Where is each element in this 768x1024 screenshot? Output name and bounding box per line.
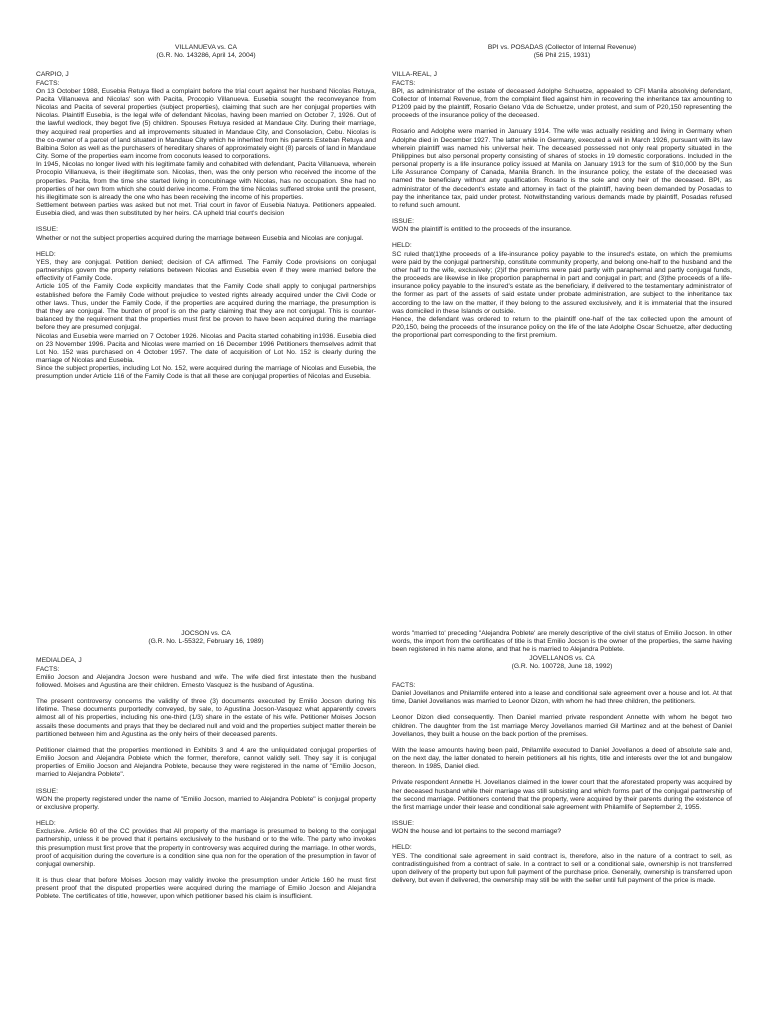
issue-text: WON the plaintiff is entitled to the proceeds of the insurance. — [392, 226, 572, 234]
held-paragraph: Nicolas and Eusebia were married on 7 October 1926. Nicolas and Pacita started cohabiting in1936. Eusebia died on 23 November 1996. Pacita and Nicolas were married on 16 December 1996 Petitioners themselves admit that Lot No. 152 was purchased on 4 October 1957. The date of acquisition of Lot No. 152 is clearly during the marriage of Nicolas and Eusebia. — [36, 332, 376, 365]
issue-text: WON the property registered under the name of "Emilio Jocson, married to Alejandra Poblete" is conjugal property or exclusive property. — [36, 795, 376, 811]
held-label: HELD: — [36, 820, 56, 828]
case-jovellanos — [392, 630, 732, 1024]
facts-paragraph: Leonor Dizon died consequently. Then Daniel married private respondent Annette with whom he begot two children. The daughter from the 1st marriage Mercy Jovellanos married Gil Martinez and at the behest of Daniel Jovellanos, they built a house on the back portion of the premises. — [392, 714, 732, 738]
jocson-continuation: words "married to' preceding "Alejandra Poblete' are merely descriptive of the civil status of Emilio Jocson. In other words, the import from the certificates of title is that Emilio Jocson is the owner of the properties, the same having been registered in his name alone, and that he is married to Alejandra Poblete. — [392, 630, 732, 654]
ponente: CARPIO, J — [36, 71, 69, 79]
facts-paragraph: The present controversy concerns the validity of three (3) documents executed by Emilio Jocson during his lifetime. These documents purportedly conveyed, by sale, to Agustina Jocson-Vasquez what apparently covers almost all of his properties, including his one-third (1/3) share in the estate of his wife. Petitioner Moises Jocson assails these documents and prays that they be declared null and void and the properties subject matter therein be partitioned between him and Agustina as the only heirs of their deceased parents. — [36, 698, 376, 738]
issue-label: ISSUE: — [392, 218, 414, 226]
ponente: VILLA-REAL, J — [392, 71, 437, 79]
facts-label: FACTS: — [36, 79, 60, 87]
issue-label: ISSUE: — [392, 820, 414, 828]
held-paragraph: Article 105 of the Family Code explicitly mandates that the Family Code shall apply to conjugal partnerships established before the Family Code without prejudice to vested rights already acquired under the Civil Code or other laws. Thus, under the Family Code, if the properties are acquired during the marriage, the presumption is that they are conjugal. The burden of proof is on the party claiming that they are not conjugal. This is counter-balanced by the requirement that the properties must first be proven to have been acquired during the marriage before they are presumed conjugal. — [36, 283, 376, 332]
held-paragraph: Exclusive. Article 60 of the CC provides that All property of the marriage is presumed to belong to the conjugal partnership, unless it be proved that it pertains exclusively to the husband or to the wife. The party who invokes this presumption must first prove that the property in controversy was acquired during the marriage. In other words, proof of acquisition during the coverture is a condition sine qua non for the operation of the presumption in favor of conjugal ownership. — [36, 828, 376, 868]
held-label: HELD: — [392, 844, 412, 852]
facts-paragraph: BPI, as administrator of the estate of deceased Adolphe Schuetze, appealed to CFI Manila absolving defendant, Collector of Internal Revenue, from the complaint filed against him in recovering the inheritance tax amounting to P1209 paid by the plaintiff, Rosario Gelano Vda de Schuetze, under protest, and sum of P20,150 representing the proceeds of the insurance policy of the deceased. — [392, 87, 732, 120]
case-citation: (56 Phil 215, 1931) — [533, 52, 591, 60]
case-citation: (G.R. No. L-55322, February 16, 1989) — [148, 638, 264, 646]
facts-label: FACTS: — [392, 79, 416, 87]
issue-text: Whether or not the subject properties acquired during the marriage between Eusebia and Nicolas are conjugal. — [36, 234, 364, 242]
issue-text: WON the house and lot pertains to the second marriage? — [392, 828, 562, 836]
case-bpi — [392, 44, 732, 564]
case-title: VILLANUEVA vs. CA — [175, 44, 237, 51]
held-paragraph: YES, they are conjugal. Petition denied; decision of CA affirmed. The Family Code provisions on conjugal partnerships govern the property relations between Nicolas and Eusebia even if they were married before the effectivity of Family Code. — [36, 258, 376, 283]
facts-paragraph: With the lease amounts having been paid, Philamlife executed to Daniel Jovellanos a deed of absolute sale and, on the next day, the latter donated to herein petitioners all his rights, title and interests over the lot and bungalow thereon. In 1985, Daniel died. — [392, 746, 732, 771]
case-villanueva — [36, 44, 376, 564]
case-citation: (G.R. No. 100728, June 18, 1992) — [511, 662, 613, 670]
facts-paragraph: Emilio Jocson and Alejandra Jocson were husband and wife. The wife died first intestate then the husband followed. Moises and Agustina are their children. Ernesto Vasquez is the husband of Agustina. — [36, 673, 376, 689]
held-paragraph: YES. The conditional sale agreement in said contract is, therefore, also in the nature of a contract to sell, as contradistinguished from a contract of sale. In a contract to sell or a conditional sale, ownership is not transferred upon delivery of the property but upon full payment of the purchase price. Generally, ownership is transferred upon delivery, but even if delivered, the ownership may still be with the seller until full payment of the price is made. — [392, 852, 732, 885]
held-paragraph: It is thus clear that before Moises Jocson may validly invoke the presumption under Article 160 he must first present proof that the disputed properties were acquired during the marriage of Emilio Jocson and Alejandra Poblete. The certificates of title, however, upon which petitioner based his claim is insufficient. — [36, 877, 376, 901]
ponente: MEDIALDEA, J — [36, 657, 82, 665]
held-label: HELD: — [36, 250, 56, 258]
held-paragraph: Since the subject properties, including Lot No. 152, were acquired during the marriage of Nicolas and Eusebia, the presumption under Article 116 of the Family Code is that all these are conjugal properties of Nicolas and Eusebia. — [36, 365, 376, 381]
held-paragraph: Hence, the defendant was ordered to return to the plaintiff one-half of the tax collected upon the amount of P20,150, being the proceeds of the insurance policy on the life of the late Adolphe Oscar Schuetze, after deducting the proportional part corresponding to the first premium. — [392, 315, 732, 340]
facts-label: FACTS: — [36, 665, 60, 673]
held-paragraph: SC ruled that(1)the proceeds of a life-insurance policy payable to the insured's estate, on which the premiums were paid by the conjugal partnership, constitute community property, and belong one-half to the husband and the other half to the wife, exclusively; (2)if the premiums were paid partly with paraphernal and partly conjugal funds, the proceeds are likewise in like proportion paraphernal in part and conjugal in part; and (3)the proceeds of a life-insurance policy payable to the insured's estate as the beneficiary, if delivered to the testamentary administrator of the former as part of the assets of said estate under probate administration, are subject to the inheritance tax according to the law on the matter, if they belong to the assured exclusively, and it is immaterial that the insured was domiciled in these Islands or outside. — [392, 250, 732, 315]
facts-paragraph: Settlement between parties was asked but not met. Trial court in favor of Eusebia Natuya. Petitioners appealed. Eusebia died, and was then substituted by her heirs. CA upheld trial court's decision — [36, 202, 376, 218]
facts-paragraph: Rosario and Adolphe were married in January 1914. The wife was actually residing and living in Germany when Adolphe died in December 1927. The latter while in Germany, executed a will in March 1926, pursuant with its law wherein plaintiff was named his universal heir. The deceased possessed not only real property situated in the Philippines but also personal property consisting of shares of stocks in 19 domestic corporations. Included in the personal property is a life insurance policy issued at Manila on January 1913 for the sum of $10,000 by the Sun Life Assurance Company of Canada, Manila Branch. In the insurance policy, the estate of the deceased was named the beneficiary without any qualification. Rosario is the sole and only heir of the deceased. BPI, as administrator of the decedent's estate and attorney in fact of the plaintiff, having been demanded by Posadas to pay the inheritance tax, paid under protest. Notwithstanding various demands made by plaintiff, Posadas refused to refund such amount. — [392, 128, 732, 209]
facts-paragraph: Petitioner claimed that the properties mentioned in Exhibits 3 and 4 are the unliquidated conjugal properties of Emilio Jocson and Alejandra Poblete which the former, therefore, cannot validly sell. They say it is conjugal properties of Emilio Jocson and Alejandra Poblete, because they were registered in the name of "Emilio Jocson, married to Alejandra Poblete". — [36, 746, 376, 779]
case-title: JOCSON vs. CA — [181, 630, 231, 637]
issue-label: ISSUE: — [36, 226, 58, 234]
case-title: JOVELLANOS vs. CA — [529, 654, 595, 662]
issue-label: ISSUE: — [36, 787, 58, 795]
held-label: HELD: — [392, 242, 412, 250]
facts-paragraph: Daniel Jovellanos and Philamlife entered into a lease and conditional sale agreement over a house and lot. At that time, Daniel Jovellanos was married to Leonor Dizon, with whom he had three children, the petitioners. — [392, 690, 732, 706]
facts-paragraph: Private respondent Annette H. Jovellanos claimed in the lower court that the aforestated property was acquired by her deceased husband while their marriage was still subsisting and which forms part of the conjugal partnership of the second marriage. Petitioners contend that the property, were acquired by their parents during the existence of the first marriage under their lease and conditional sale agreement with Philamlife of September 2, 1955. — [392, 779, 732, 811]
facts-paragraph: In 1945, Nicolas no longer lived with his legitimate family and cohabited with defendant, Pacita Villanueva, wherein Procopio Villanueva, is their illegitimate son. Nicolas, then, was the only person who received the income of the properties. Pacita, from the time she started living in concubinage with Nicolas, has no occupation. She had no properties of her own from which she could derive income. From the time Nicolas suffered stroke until the present, his illegitimate son is already the one who has been receiving the income of his properties. — [36, 161, 376, 201]
case-citation: (G.R. No. 143286, April 14, 2004) — [156, 52, 256, 60]
case-jocson — [36, 630, 376, 1024]
facts-paragraph: On 13 October 1988, Eusebia Retuya filed a complaint before the trial court against her husband Nicolas Retuya, Pacita Villanueva and Nicolas' son with Pacita, Procopio Villanueva. Eusebia sought the reconveyance from Nicolas and Pacita of several properties (subject properties), claiming that such are her conjugal properties with Nicolas. Plaintiff Eusebia, is the legal wife of defendant Nicolas, having been married on October 7, 1926. Out of the lawful wedlock, they begot five (5) children. Spouses Retuya resided at Mandaue City. During their marriage, they acquired real properties and all improvements situated in Mandaue City, and Consolacion, Cebu. Nicolas is the co-owner of a parcel of land situated in Mandaue City which he inherited from his parents Esteban Retuya and Balbina Solon as well as the purchasers of hereditary shares of approximately eight (8) parcels of land in Mandaue City. Some of the properties earn income from coconuts leased to corporations. — [36, 87, 376, 161]
case-title: BPI vs. POSADAS (Collector of Internal Revenue) — [487, 44, 637, 51]
facts-label: FACTS: — [392, 681, 416, 689]
